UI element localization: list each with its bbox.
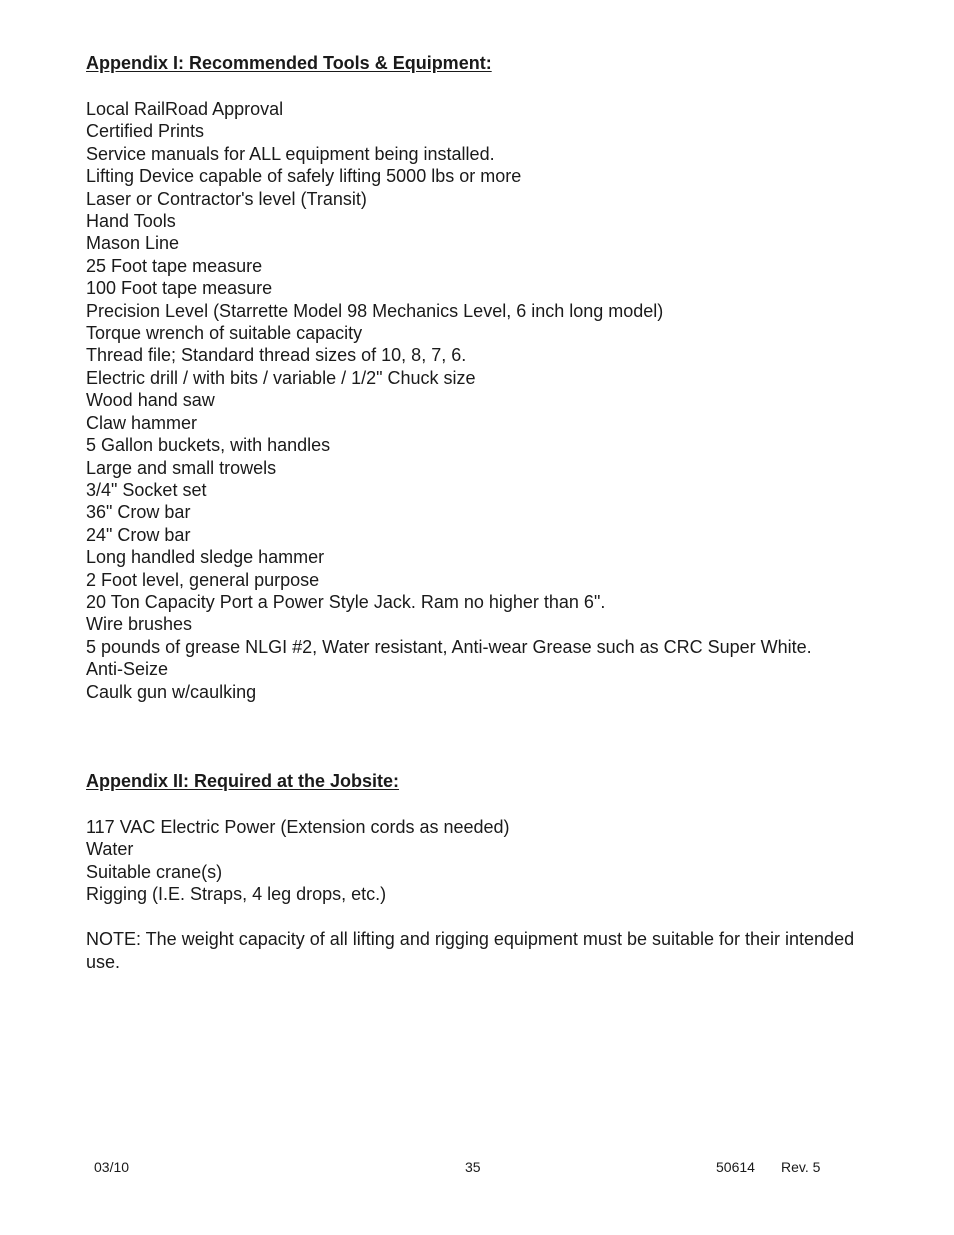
list-item: Anti-Seize — [86, 659, 169, 680]
list-item: Torque wrench of suitable capacity — [86, 323, 363, 344]
list-item: Precision Level (Starrette Model 98 Mechanics Level, 6 inch long model) — [86, 300, 664, 321]
appendix-2-heading: Appendix II: Required at the Jobsite: — [86, 771, 400, 791]
jobsite-requirements-list — [86, 816, 510, 906]
appendix-1-heading: Appendix I: Recommended Tools & Equipment: — [86, 53, 492, 73]
list-item: Wood hand saw — [86, 390, 215, 411]
list-item: Service manuals for ALL equipment being installed. — [86, 143, 495, 164]
list-item: Water — [86, 839, 134, 860]
list-item: Certified Prints — [86, 121, 205, 142]
lifting-capacity-note: NOTE: The weight capacity of all lifting and rigging equipment must be suitable for their intended use. — [86, 929, 855, 972]
list-item: Claw hammer — [86, 412, 198, 433]
list-item: 5 pounds of grease NLGI #2, Water resistant, Anti-wear Grease such as CRC Super White. — [86, 636, 812, 657]
list-item: 2 Foot level, general purpose — [86, 569, 320, 590]
list-item: Large and small trowels — [86, 457, 277, 478]
footer-document-number: 50614 — [716, 1159, 755, 1175]
list-item: Mason Line — [86, 233, 180, 254]
list-item: 20 Ton Capacity Port a Power Style Jack. Ram no higher than 6". — [86, 591, 606, 612]
list-item: 100 Foot tape measure — [86, 278, 273, 299]
recommended-tools-list — [86, 98, 812, 703]
list-item: Local RailRoad Approval — [86, 99, 284, 119]
list-item: 5 Gallon buckets, with handles — [86, 435, 331, 456]
list-item: 24" Crow bar — [86, 524, 191, 545]
list-item: Rigging (I.E. Straps, 4 leg drops, etc.) — [86, 884, 387, 905]
list-item: Laser or Contractor's level (Transit) — [86, 188, 367, 209]
list-item: 36" Crow bar — [86, 502, 191, 523]
list-item: Suitable crane(s) — [86, 861, 223, 882]
list-item: Hand Tools — [86, 211, 176, 232]
list-item: 25 Foot tape measure — [86, 255, 263, 276]
list-item: Lifting Device capable of safely lifting 5000 lbs or more — [86, 166, 522, 187]
list-item: Caulk gun w/caulking — [86, 681, 257, 702]
list-item: Thread file; Standard thread sizes of 10, 8, 7, 6. — [86, 345, 467, 366]
list-item: Long handled sledge hammer — [86, 547, 325, 568]
footer-date: 03/10 — [94, 1159, 130, 1175]
list-item: 3/4" Socket set — [86, 479, 207, 500]
list-item: 117 VAC Electric Power (Extension cords as needed) — [86, 817, 510, 837]
footer-page-number: 35 — [465, 1159, 481, 1175]
footer-revision: Rev. 5 — [781, 1159, 821, 1175]
list-item: Wire brushes — [86, 614, 193, 635]
list-item: Electric drill / with bits / variable / 1/2" Chuck size — [86, 367, 476, 388]
